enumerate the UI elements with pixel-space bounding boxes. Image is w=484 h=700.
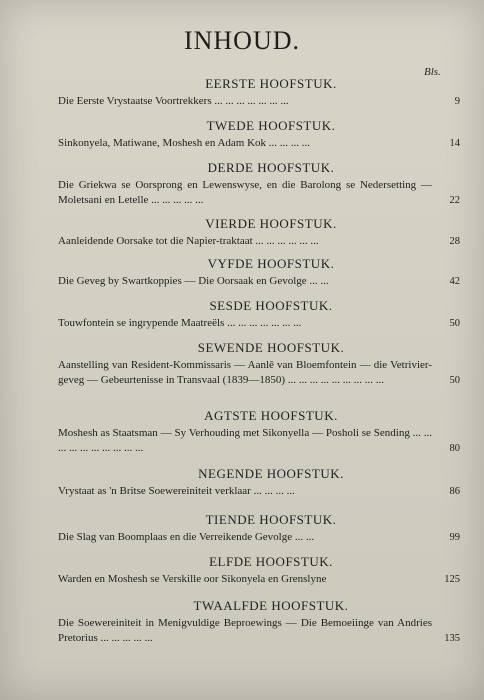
chapter-entry: [58, 234, 460, 249]
chapter-2: [58, 118, 460, 151]
page-number: 125: [444, 574, 460, 585]
chapter-10: [58, 512, 460, 545]
chapter-12: [58, 598, 460, 646]
page-number: 22: [449, 195, 460, 206]
chapter-entry: [58, 616, 460, 646]
chapter-title: Vrystaat as 'n Britse Soewereiniteit verklaar ... ... ... ...: [58, 485, 295, 497]
chapter-heading: TWEDE HOOFSTUK.: [206, 118, 336, 133]
chapter-entry: [58, 572, 460, 587]
chapter-heading: VIERDE HOOFSTUK.: [205, 216, 337, 231]
page-number: 9: [454, 96, 460, 107]
chapter-3: [58, 160, 460, 208]
chapter-title: Aanleidende Oorsake tot die Napier-traktaat ... ... ... ... ... ...: [58, 235, 319, 247]
chapter-heading: AGTSTE HOOFSTUK.: [204, 408, 338, 423]
chapter-entry: [58, 426, 460, 456]
chapter-heading: SEWENDE HOOFSTUK.: [197, 340, 345, 355]
chapter-8: [58, 408, 460, 456]
chapter-title: Warden en Moshesh se Verskille oor Sikonyela en Grenslyne: [58, 573, 327, 585]
page-title: INHOUD.: [183, 26, 301, 55]
chapter-title: Sinkonyela, Matiwane, Moshesh en Adam Kok ... ... ... ...: [58, 137, 311, 149]
chapter-entry: [58, 136, 460, 151]
chapter-heading: TIENDE HOOFSTUK.: [205, 512, 337, 527]
chapter-7: [58, 340, 460, 388]
page-number: 50: [449, 375, 460, 386]
chapter-heading: TWAALFDE HOOFSTUK.: [193, 598, 349, 613]
chapter-entry: [58, 484, 460, 499]
chapter-entry: [58, 316, 460, 331]
chapter-title: Die Griekwa se Oorsprong en Lewenswyse, en die Barolong se Nedersetting — Moletsani en Letelle ... ... ... ... ...: [58, 179, 432, 206]
chapter-title: Touwfontein se ingrypende Maatreëls ... ... ... ... ... ... ...: [58, 317, 302, 329]
chapter-entry: [58, 530, 460, 545]
chapter-heading: DERDE HOOFSTUK.: [207, 160, 335, 175]
chapter-title: Die Slag van Boomplaas en die Verreikende Gevolge ... ...: [58, 531, 315, 543]
page-number: 135: [444, 633, 460, 644]
chapter-entry: [58, 274, 460, 289]
page-number: 42: [449, 276, 460, 287]
chapter-heading: ELFDE HOOFSTUK.: [209, 554, 333, 569]
page-number: 50: [449, 318, 460, 329]
chapter-9: [58, 466, 460, 499]
chapter-entry: [58, 178, 460, 208]
chapter-5: [58, 256, 460, 289]
chapter-6: [58, 298, 460, 331]
chapter-title: Die Geveg by Swartkoppies — Die Oorsaak en Gevolge ... ...: [58, 275, 329, 287]
chapter-title: Aanstelling van Resident-Kommissaris — Aanlê van Bloemfontein — die Vetrivier-geveg — Gebeurtenisse in Transvaal (1839—1850) ... ... ... ... ... ... ... ... ...: [58, 359, 432, 386]
chapter-4: [58, 216, 460, 249]
page-number: 28: [449, 236, 460, 247]
chapter-entry: [58, 358, 460, 388]
page-number: 14: [449, 138, 460, 149]
chapter-entry: [58, 94, 460, 109]
chapter-heading: NEGENDE HOOFSTUK.: [198, 466, 344, 481]
chapter-title: Die Soewereiniteit in Menigvuldige Beproewings — Die Bemoeiinge van Andries Pretorius ... ... ... ... ...: [58, 617, 432, 644]
page-number: 86: [449, 486, 460, 497]
page-column-label: Bls.: [424, 66, 441, 78]
chapter-title: Die Eerste Vrystaatse Voortrekkers ... ... ... ... ... ... ...: [58, 95, 289, 107]
chapter-heading: EERSTE HOOFSTUK.: [205, 76, 337, 91]
page-number: 99: [449, 532, 460, 543]
chapter-title: Moshesh as Staatsman — Sy Verhouding met Sikonyella — Posholi se Sending ... ... ... ... ... ... ... ... ... ...: [58, 427, 432, 454]
chapter-heading: SESDE HOOFSTUK.: [209, 298, 333, 313]
page-number: 80: [449, 443, 460, 454]
chapter-11: [58, 554, 460, 587]
chapter-1: [58, 76, 460, 109]
chapter-heading: VYFDE HOOFSTUK.: [207, 256, 335, 271]
